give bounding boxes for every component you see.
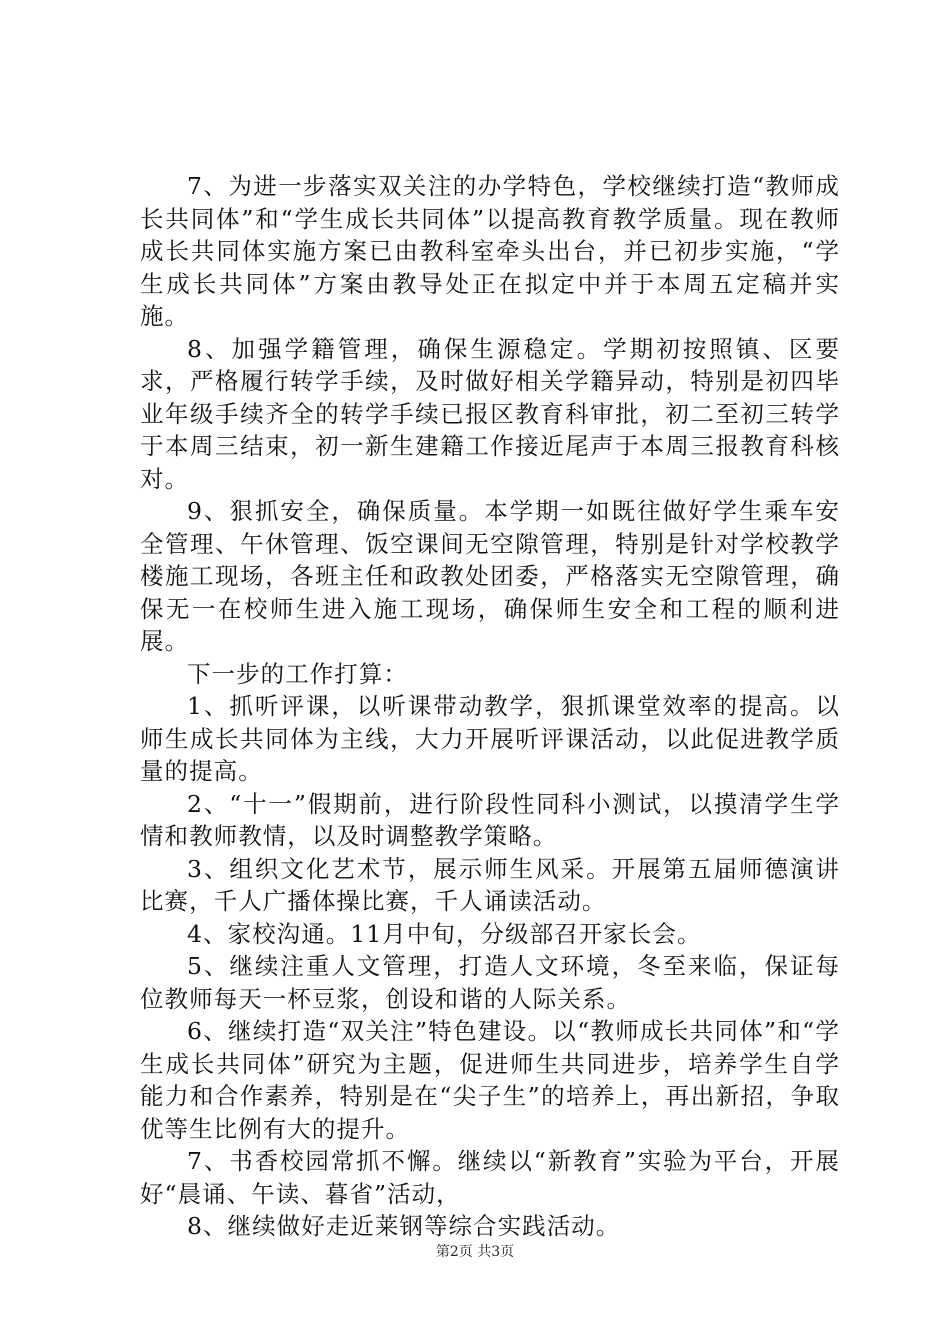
document-body xyxy=(140,170,840,1243)
paragraph: 1、抓听评课，以听课带动教学，狠抓课堂效率的提高。以师生成长共同体为主线，大力开展听评课活动，以此促进教学质量的提高。 xyxy=(140,692,840,785)
paragraph: 8、加强学籍管理，确保生源稳定。学期初按照镇、区要求，严格履行转学手续，及时做好相关学籍异动，特别是初四毕业年级手续齐全的转学手续已报区教育科审批，初二至初三转学于本周三结束，初一新生建籍工作接近尾声于本周三报教育科核对。 xyxy=(140,334,840,493)
page-number-footer: 第2页 共3页 xyxy=(435,1244,515,1260)
paragraph: 6、继续打造“双关注”特色建设。以“教师成长共同体”和“学生成长共同体”研究为主题，促进师生共同进步，培养学生自学能力和合作素养，特别是在“尖子生”的培养上，再出新招，争取优等生比例有大的提升。 xyxy=(140,1017,840,1143)
paragraph: 7、书香校园常抓不懈。继续以“新教育”实验为平台，开展好“晨诵、午读、暮省”活动， xyxy=(140,1147,840,1208)
paragraph: 7、为进一步落实双关注的办学特色，学校继续打造“教师成长共同体”和“学生成长共同体”以提高教育教学质量。现在教师成长共同体实施方案已由教科室牵头出台，并已初步实施，“学生成长共同体”方案由教导处正在拟定中并于本周五定稿并实施。 xyxy=(140,172,840,330)
section-heading: 下一步的工作打算： xyxy=(187,659,408,688)
paragraph: 5、继续注重人文管理，打造人文环境，冬至来临，保证每位教师每天一杯豆浆，创设和谐的人际关系。 xyxy=(140,952,840,1013)
paragraph: 4、家校沟通。11月中旬，分级部召开家长会。 xyxy=(187,919,702,948)
paragraph: 2、“十一”假期前，进行阶段性同科小测试，以摸清学生学情和教师教情，以及时调整教学策略。 xyxy=(140,789,841,850)
paragraph: 8、继续做好走近莱钢等综合实践活动。 xyxy=(187,1212,621,1240)
paragraph: 3、组织文化艺术节，展示师生风采。开展第五届师德演讲比赛，千人广播体操比赛，千人诵读活动。 xyxy=(140,854,840,915)
paragraph: 9、狠抓安全，确保质量。本学期一如既往做好学生乘车安全管理、午休管理、饭空课间无空隙管理，特别是针对学校教学楼施工现场，各班主任和政教处团委，严格落实无空隙管理，确保无一在校师生进入施工现场，确保师生安全和工程的顺利进展。 xyxy=(140,497,840,655)
